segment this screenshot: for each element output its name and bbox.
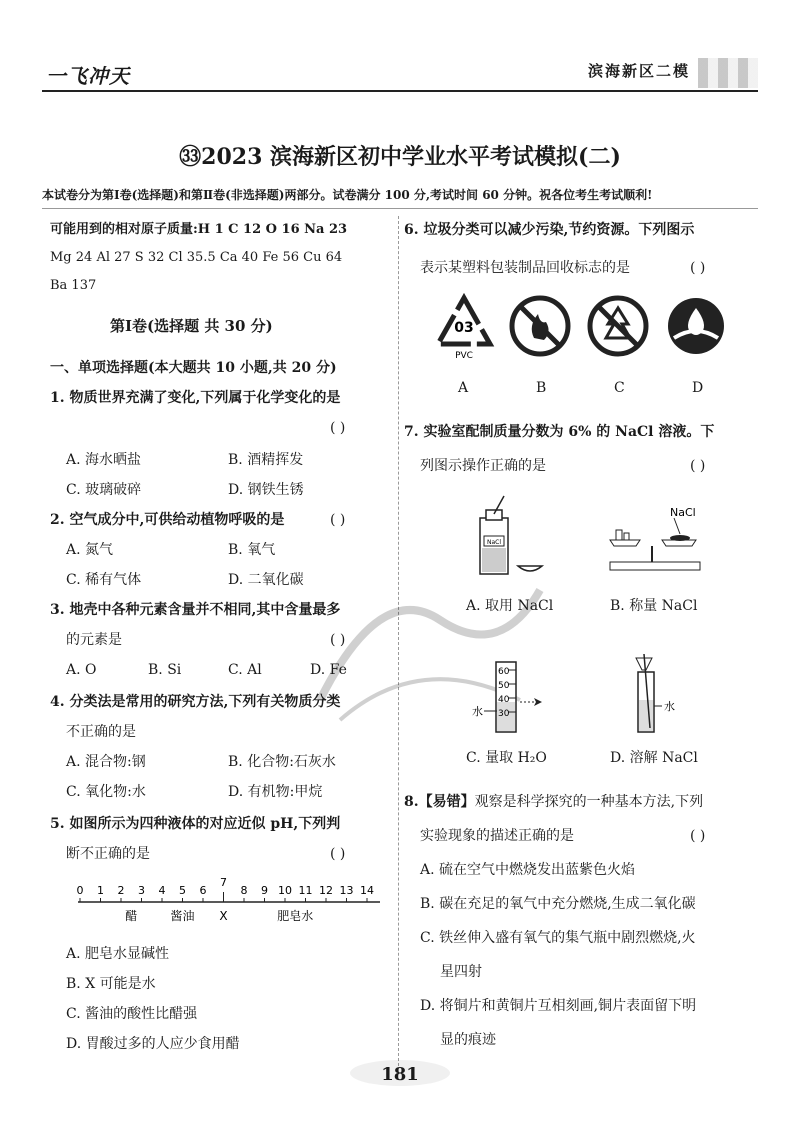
q7-option-b: B. 称量 NaCl (610, 598, 698, 614)
brand-logo: 一飞冲天 (46, 64, 130, 88)
q7-option-a: A. 取用 NaCl (466, 598, 554, 614)
q3-option-d: D. Fe (310, 662, 347, 678)
q8-answer-blank: ( ) (690, 828, 706, 844)
q2-option-c: C. 稀有气体 (66, 572, 142, 588)
q8-option-c-line-1: C. 铁丝伸入盛有氧气的集气瓶中剧烈燃烧,火 (420, 930, 696, 946)
q6-answer-blank: ( ) (690, 260, 706, 276)
ph-tick-label: 1 (97, 884, 104, 897)
exam-title: ㉝2023 滨海新区初中学业水平考试模拟(二) (179, 144, 621, 170)
q3-option-c: C. Al (228, 662, 262, 678)
ph-tick-label: 9 (261, 884, 268, 897)
ph-liquid-label: 酱油 (170, 909, 195, 923)
q5-stem-line-1: 5. 如图所示为四种液体的对应近似 pH,下列判 (50, 816, 341, 832)
q3-stem-line-2: 的元素是 (66, 632, 122, 648)
bottle-label: NaCl (486, 539, 502, 546)
recycle-text: PVC (455, 351, 473, 361)
ph-tick-label: 14 (360, 884, 374, 897)
no-logging-icon (586, 294, 650, 358)
q4-option-d: D. 有机物:甲烷 (228, 784, 323, 800)
exam-instructions: 本试卷分为第Ⅰ卷(选择题)和第Ⅱ卷(非选择题)两部分。试卷满分 100 分,考试时间 60 分钟。祝各位考生考试顺利! (42, 188, 653, 202)
ph-tick-label: 13 (339, 884, 354, 897)
ph-tick-label: 7 (220, 876, 227, 889)
part1-heading: 第Ⅰ卷(选择题 共 30 分) (110, 317, 273, 335)
q2-option-b: B. 氧气 (228, 542, 276, 558)
ph-liquid-label: 肥皂水 (277, 909, 314, 923)
q6-stem-line-2: 表示某塑料包装制品回收标志的是 (420, 260, 630, 276)
q5-option-a: A. 肥皂水显碱性 (66, 946, 170, 962)
q7-stem-line-1: 7. 实验室配制质量分数为 6% 的 NaCl 溶液。下 (404, 424, 715, 440)
section-label: 滨海新区二模 (587, 62, 690, 80)
ph-liquid-label: 醋 (125, 909, 138, 923)
cylinder-tick-label: 30 (498, 709, 510, 719)
q7-answer-blank: ( ) (690, 458, 706, 474)
q2-stem: 2. 空气成分中,可供给动植物呼吸的是 (50, 512, 285, 528)
header-divider (42, 90, 758, 92)
ph-tick-label: 11 (298, 884, 313, 897)
water-saving-icon (664, 294, 728, 358)
q5-option-c: C. 酱油的酸性比醋强 (66, 1006, 198, 1022)
q4-option-a: A. 混合物:钢 (66, 754, 146, 770)
ph-tick-label: 2 (117, 884, 125, 897)
q3-stem-line-1: 3. 地壳中各种元素含量并不相同,其中含量最多 (50, 602, 341, 618)
recycle-pvc-icon (432, 292, 496, 362)
q5-option-b: B. X 可能是水 (66, 976, 156, 992)
q3-answer-blank: ( ) (330, 632, 346, 648)
cylinder-diagram (470, 658, 570, 734)
ph-tick-label: 8 (240, 884, 248, 897)
atomic-mass-line-3: Ba 137 (50, 278, 97, 293)
q6-option-b: B (536, 380, 547, 396)
q6-option-c: C (614, 380, 625, 396)
cylinder-tick-label: 40 (498, 695, 510, 705)
cylinder-tick-label: 50 (498, 681, 510, 691)
water-label-d: 水 (664, 700, 675, 713)
q4-stem-line-1: 4. 分类法是常用的研究方法,下列有关物质分类 (50, 694, 341, 710)
q7-option-c: C. 量取 H₂O (466, 750, 547, 766)
q6-option-a: A (458, 380, 469, 396)
atomic-mass-line-2: Mg 24 Al 27 S 32 Cl 35.5 Ca 40 Fe 56 Cu 64 (50, 250, 343, 265)
q5-option-d: D. 胃酸过多的人应少食用醋 (66, 1036, 240, 1052)
ph-tick-label: 6 (199, 884, 207, 897)
q8-option-c-line-2: 星四射 (440, 964, 482, 980)
q6-stem-line-1: 6. 垃圾分类可以减少污染,节约资源。下列图示 (404, 222, 695, 238)
q3-option-a: A. O (66, 662, 97, 678)
q1-answer-blank: ( ) (330, 420, 346, 436)
q4-option-c: C. 氧化物:水 (66, 784, 146, 800)
cylinder-tick-label: 60 (498, 667, 510, 677)
q3-option-b: B. Si (148, 662, 182, 678)
q2-answer-blank: ( ) (330, 512, 346, 528)
q8-option-d-line-1: D. 将铜片和黄铜片互相刻画,铜片表面留下明 (420, 998, 697, 1014)
q1-option-c: C. 玻璃破碎 (66, 482, 142, 498)
q8-option-b: B. 碳在充足的氧气中充分燃烧,生成二氧化碳 (420, 896, 696, 912)
balance-diagram (600, 500, 710, 580)
q8-stem-line-1: 观察是科学探究的一种基本方法,下列 (474, 794, 704, 810)
q8-stem-line-2: 实验现象的描述正确的是 (420, 828, 574, 844)
header-decoration (698, 58, 758, 88)
ph-liquid-label: X (219, 909, 228, 923)
take-nacl-diagram (468, 494, 568, 584)
atomic-mass-line-1: 可能用到的相对原子质量:H 1 C 12 O 16 Na 23 (50, 222, 348, 237)
ph-scale-diagram (70, 872, 390, 932)
ph-tick-label: 5 (179, 884, 186, 897)
q5-stem-line-2: 断不正确的是 (66, 846, 150, 862)
page-number: 181 (381, 1064, 419, 1085)
q2-option-d: D. 二氧化碳 (228, 572, 304, 588)
section1-heading: 一、单项选择题(本大题共 10 小题,共 20 分) (50, 360, 337, 376)
q8-tag-easy-mistake: 【易错】 (418, 794, 475, 810)
q6-option-d: D (692, 380, 704, 396)
q7-stem-line-2: 列图示操作正确的是 (420, 458, 546, 474)
water-label-c: 水 (472, 705, 483, 718)
q7-option-d: D. 溶解 NaCl (610, 750, 698, 766)
q4-option-b: B. 化合物:石灰水 (228, 754, 336, 770)
dissolve-diagram (620, 650, 700, 736)
ph-tick-label: 12 (319, 884, 333, 897)
ph-tick-label: 4 (158, 884, 166, 897)
q8-number: 8. (404, 794, 419, 810)
ph-tick-label: 10 (278, 884, 292, 897)
balance-label: NaCl (670, 506, 696, 519)
q1-option-d: D. 钢铁生锈 (228, 482, 304, 498)
q1-stem: 1. 物质世界充满了变化,下列属于化学变化的是 (50, 390, 341, 406)
ph-tick-label: 0 (76, 884, 84, 897)
q8-option-a: A. 硫在空气中燃烧发出蓝紫色火焰 (420, 862, 636, 878)
q8-option-d-line-2: 显的痕迹 (440, 1032, 496, 1048)
no-fire-icon (508, 294, 572, 358)
ph-tick-label: 3 (138, 884, 145, 897)
recycle-code: 03 (454, 320, 474, 336)
title-divider (42, 208, 758, 209)
q1-option-b: B. 酒精挥发 (228, 452, 304, 468)
q1-option-a: A. 海水晒盐 (66, 452, 142, 468)
q2-option-a: A. 氮气 (66, 542, 114, 558)
q4-stem-line-2: 不正确的是 (66, 724, 136, 740)
q5-answer-blank: ( ) (330, 846, 346, 862)
